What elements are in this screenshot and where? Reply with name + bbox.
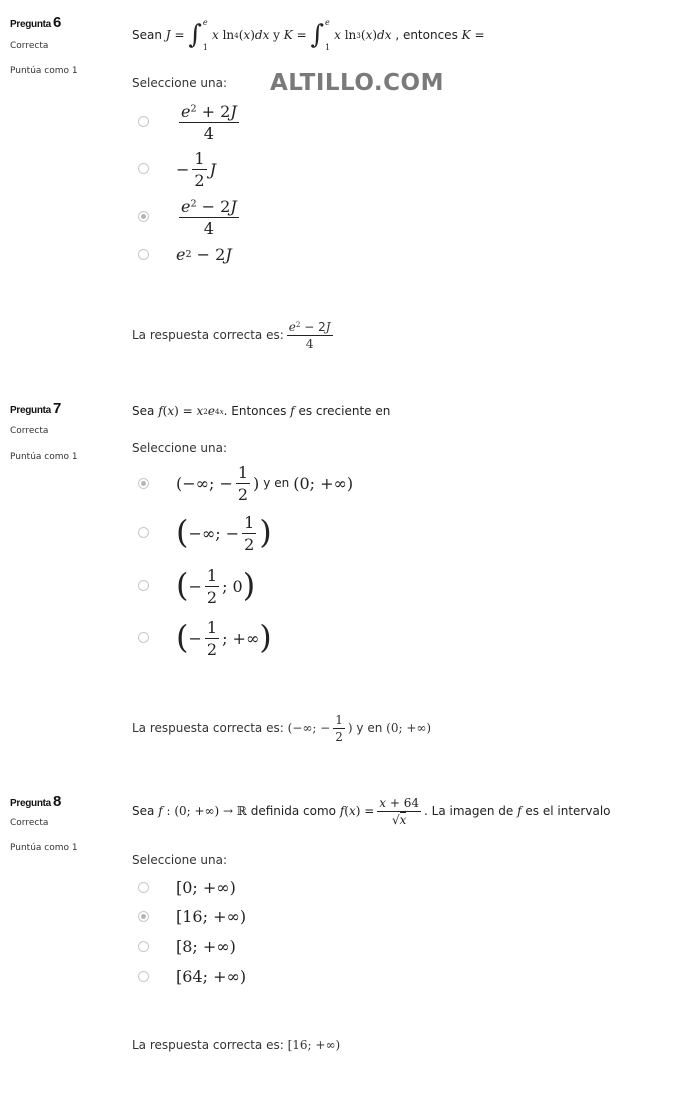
radio-button[interactable]: [138, 580, 149, 591]
option-label: ( − $\frac{1}{2}$ ; 0 ): [176, 565, 256, 607]
question-text: Sean J = ∫ e 1 x ln 4 ( x ) dx y K = ∫ e 1 x ln 3 ( x ) dx , entonces K =: [132, 18, 485, 52]
option[interactable]: [132, 934, 532, 958]
radio-button-selected[interactable]: [138, 211, 149, 222]
option-label: $\frac{e^2 - 2J}{4}$: [181, 196, 237, 238]
option-label: ( −∞; − $\frac{1}{2}$ ): [176, 512, 272, 554]
question-text: Sea f : (0; +∞) → ℝ definida como f ( x ) = $\frac{x + 64}{√x}$ . La imagen de f es el intervalo: [132, 795, 611, 827]
question-grade: Puntúa como 1: [10, 843, 78, 853]
correct-answer: La respuesta correcta es: (−∞; − $\frac{1}{2}$ ) y en (0; +∞): [132, 712, 432, 744]
option-label: [16; +∞): [176, 906, 247, 926]
option-label: (−∞; − $\frac{1}{2}$ ) y en (0; +∞): [176, 462, 354, 504]
radio-button[interactable]: [138, 116, 149, 127]
question-number: Pregunta 8: [10, 793, 61, 810]
question-number: Pregunta 6: [10, 14, 61, 31]
option[interactable]: [132, 242, 532, 266]
question-state: Correcta: [10, 41, 49, 51]
correct-answer: La respuesta correcta es: $\frac{e^2 - 2J}{4}$: [132, 319, 331, 351]
radio-button[interactable]: [138, 632, 149, 643]
option[interactable]: [132, 197, 532, 237]
option-label: − $\frac{1}{2}$ J: [176, 148, 217, 190]
option-label: e 2 − 2 J: [176, 244, 232, 264]
option-label: [8; +∞): [176, 936, 236, 956]
question-8: [0, 785, 700, 1105]
option[interactable]: [132, 509, 532, 557]
select-one-prompt: Seleccione una:: [132, 853, 227, 867]
option[interactable]: [132, 904, 532, 928]
radio-button[interactable]: [138, 941, 149, 952]
option-label: ( − $\frac{1}{2}$ ; +∞ ): [176, 617, 272, 659]
question-7: [0, 392, 700, 772]
radio-button[interactable]: [138, 971, 149, 982]
question-6: [0, 0, 700, 385]
option[interactable]: [132, 103, 532, 141]
radio-button-selected[interactable]: [138, 478, 149, 489]
option[interactable]: [132, 614, 532, 662]
option[interactable]: [132, 875, 532, 899]
radio-button[interactable]: [138, 882, 149, 893]
select-one-prompt: Seleccione una:: [132, 76, 227, 90]
option[interactable]: [132, 964, 532, 988]
correct-answer: La respuesta correcta es: [16; +∞): [132, 1038, 341, 1052]
option-label: [0; +∞): [176, 877, 236, 897]
question-number: Pregunta 7: [10, 400, 61, 417]
select-one-prompt: Seleccione una:: [132, 441, 227, 455]
radio-button[interactable]: [138, 163, 149, 174]
question-state: Correcta: [10, 426, 49, 436]
question-text: Sea f ( x ) = x 2 e 4x . Entonces f es creciente en: [132, 404, 391, 418]
question-grade: Puntúa como 1: [10, 452, 78, 462]
option[interactable]: [132, 462, 532, 504]
radio-button[interactable]: [138, 527, 149, 538]
question-grade: Puntúa como 1: [10, 66, 78, 76]
radio-button[interactable]: [138, 249, 149, 260]
radio-button-selected[interactable]: [138, 911, 149, 922]
option-label: [64; +∞): [176, 966, 247, 986]
watermark: ALTILLO.COM: [270, 70, 444, 96]
option[interactable]: [132, 150, 532, 188]
question-state: Correcta: [10, 818, 49, 828]
option[interactable]: [132, 562, 532, 610]
option-label: $\frac{e^2 + 2J}{4}$: [181, 101, 237, 143]
